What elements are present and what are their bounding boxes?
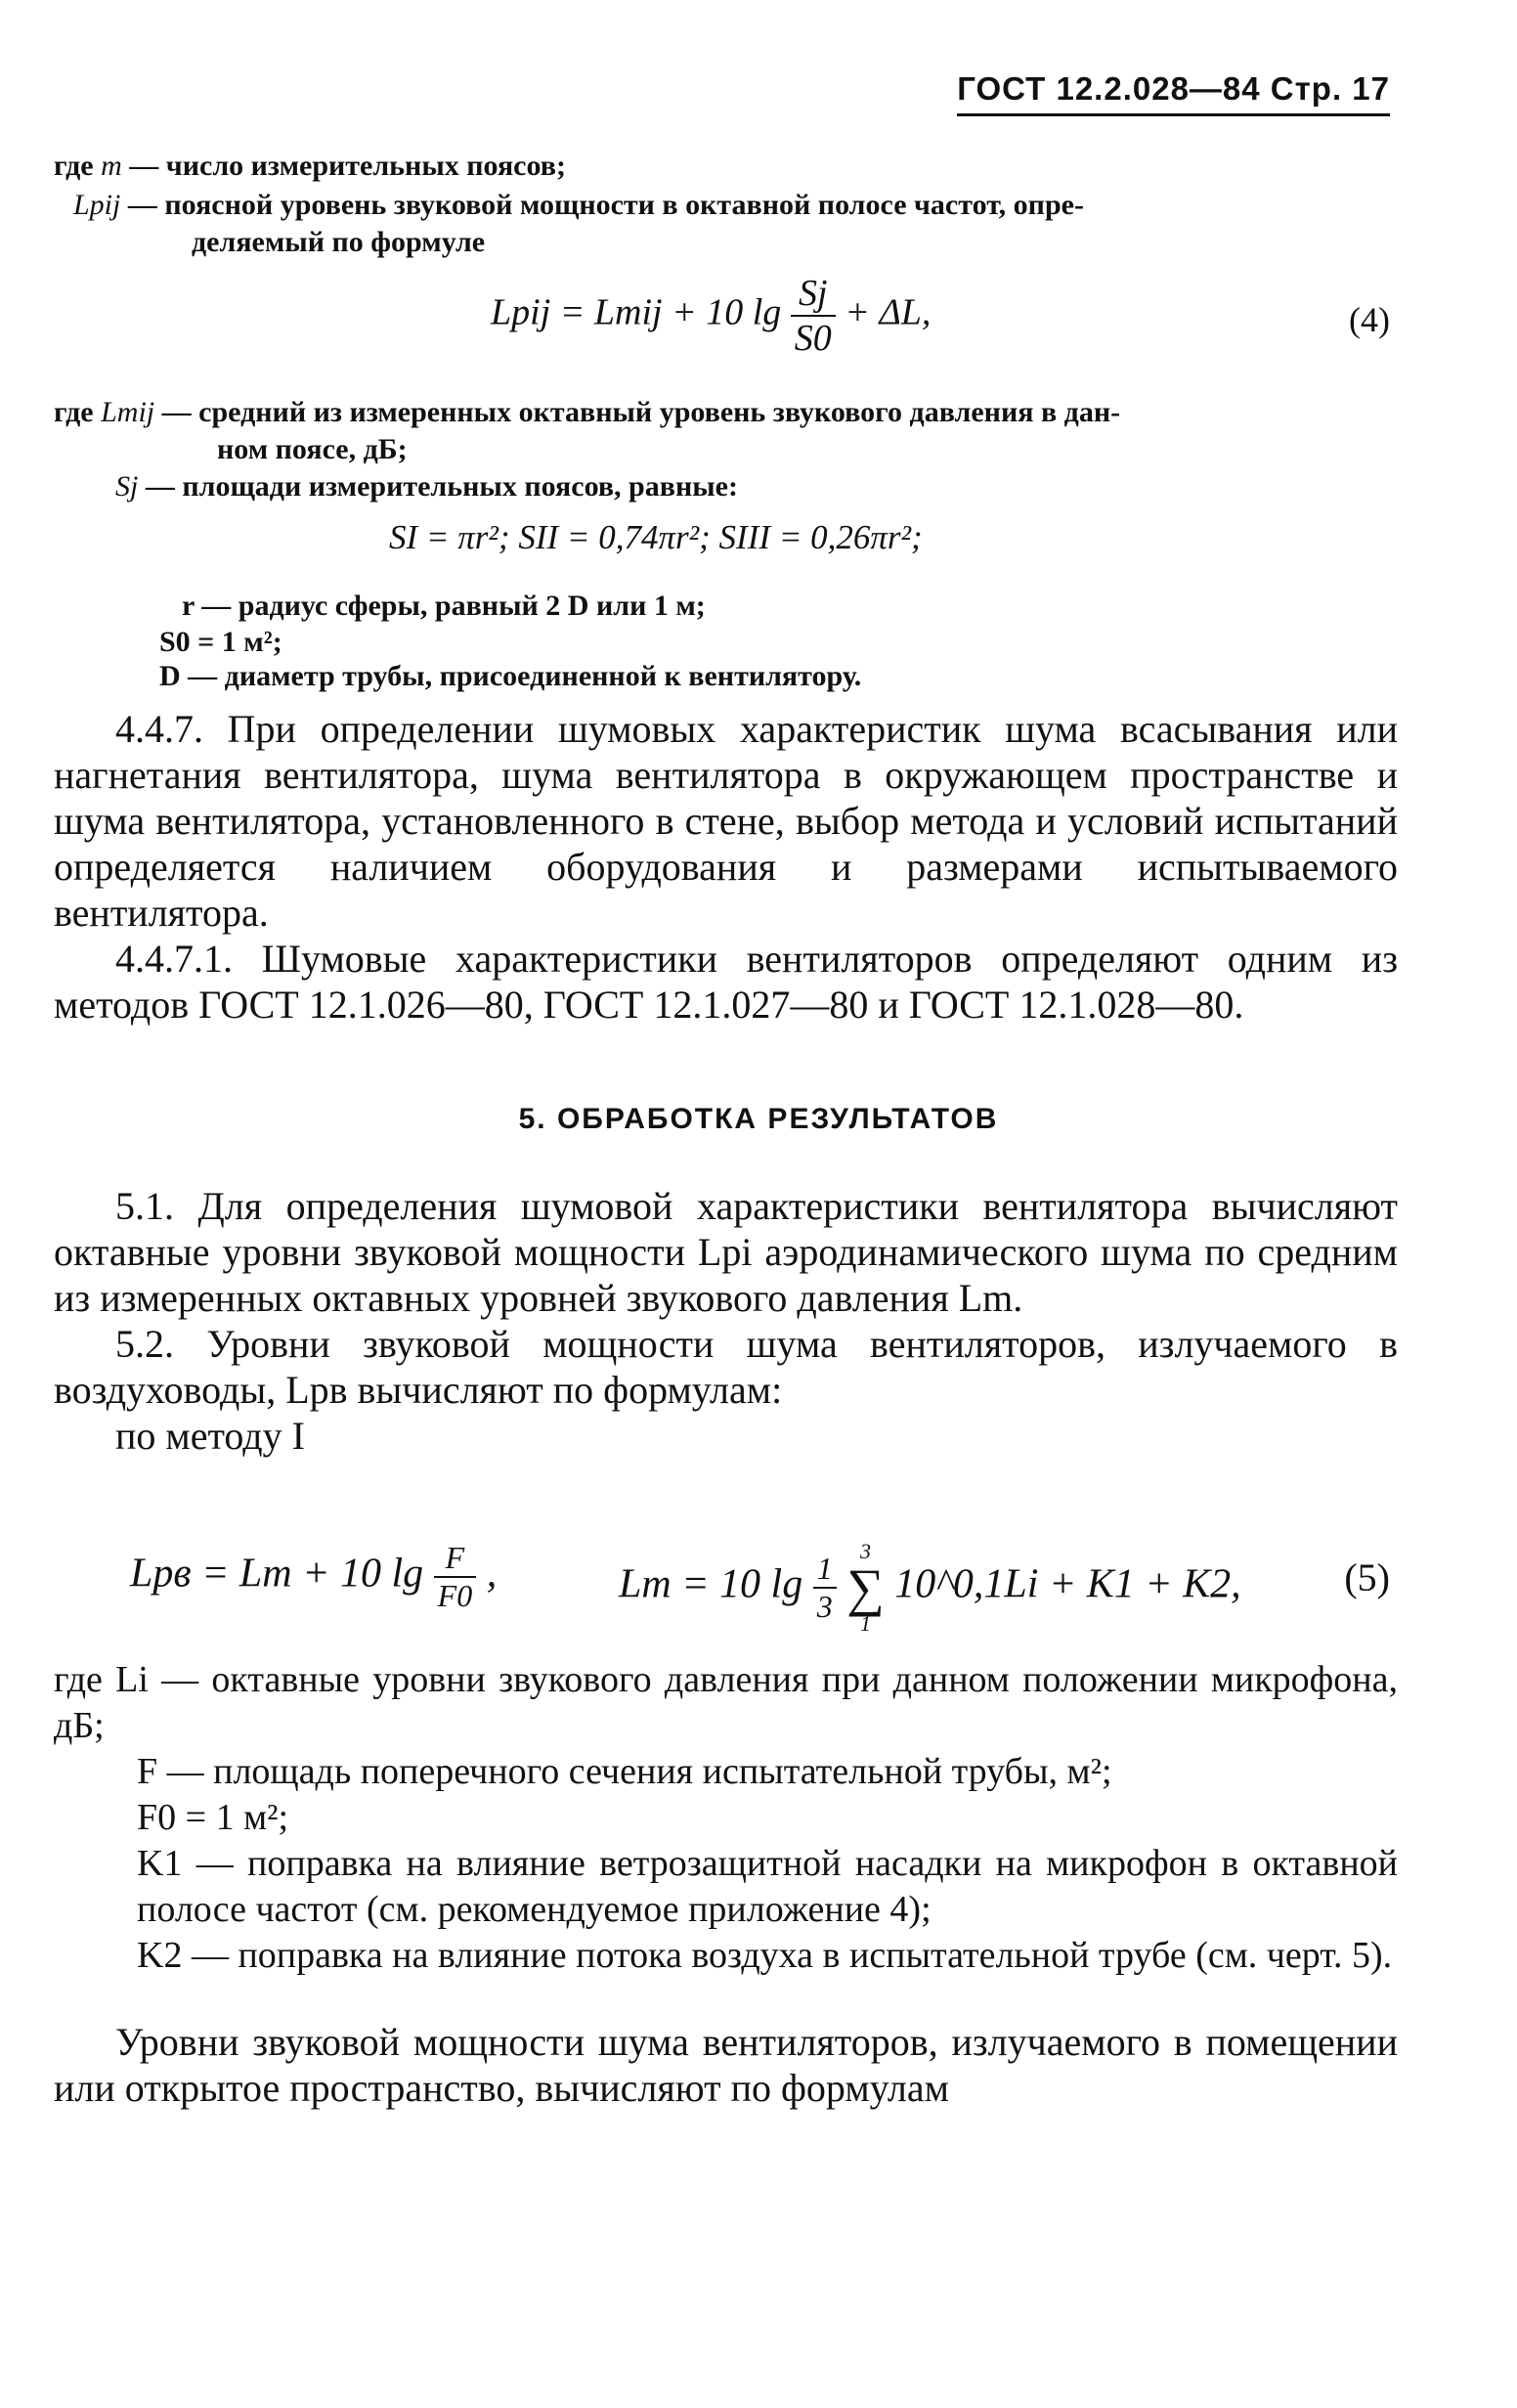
def-li: Li — октавные уровни звукового давления при данном положении микрофона, дБ; <box>54 1659 1398 1746</box>
def-sj-text: — площади измерительных поясов, равные: <box>145 470 738 503</box>
formula-5-left-lhs: Lpв = Lm + 10 lg <box>130 1551 424 1597</box>
formula-4-lhs: Lpij = Lmij + 10 lg <box>491 291 782 333</box>
symbol-lpij: Lpij <box>73 189 121 221</box>
def-m <box>54 147 566 186</box>
sigma-icon: ∑ <box>846 1558 885 1617</box>
formula-5-left-den: F0 <box>437 1578 473 1613</box>
para-5-block <box>54 1183 1398 1459</box>
formula-5-number: (5) <box>1344 1555 1390 1599</box>
para-final-block <box>54 2019 1398 2111</box>
def-sj <box>115 467 738 506</box>
para-5-2: 5.2. Уровни звуковой мощности шума вентиляторов, излучаемого в воздуховоды, Lpв вычисляют по формулам: <box>54 1322 1398 1412</box>
def-lpij-cont: деляемый по формуле <box>192 226 486 258</box>
sum-lower-limit: 1 <box>859 1611 871 1636</box>
formula-5-left-fraction <box>434 1540 477 1614</box>
formula-5-left-num: F <box>434 1540 477 1578</box>
formula-5-right-rest: 10^0,1Li + K1 + K2, <box>894 1561 1241 1607</box>
para-5-1: 5.1. Для определения шумовой характеристики вентилятора вычисляют октавные уровни звуковой мощности Lpi аэродинамического шума по средним из измеренных октавных уровней звукового давления Lm. <box>54 1184 1398 1320</box>
formula-4-fraction <box>791 272 836 360</box>
formula-5-right-num: 1 <box>813 1551 837 1589</box>
para-4-4-7: 4.4.7. При определении шумовых характеристик шума всасывания или нагнетания вентилятора, шума вентилятора в окружающем пространстве и шума вентилятора, установленного в стене, выбор метода и условий испытаний определяется наличием оборудования и размерами испытываемого вентилятора. <box>54 707 1398 935</box>
symbol-m: m <box>101 150 122 182</box>
def-lmij-cont: ном поясе, дБ; <box>217 433 408 465</box>
formula-4-num: Sj <box>791 272 836 317</box>
formula-5-left <box>130 1540 497 1614</box>
formula-4-number: (4) <box>1349 300 1390 339</box>
para-final: Уровни звуковой мощности шума вентиляторов, излучаемого в помещении или открытое пространство, вычисляют по формулам <box>54 2020 1398 2110</box>
summation <box>846 1540 885 1636</box>
symbol-sj: Sj <box>115 470 139 503</box>
def-lmij-text: — средний из измеренных октавный уровень звукового давления в дан- <box>161 396 1121 428</box>
formula-5-right-lhs: Lm = 10 lg <box>619 1561 803 1607</box>
def-f: F — площадь поперечного сечения испытательной трубы, м²; <box>137 1751 1112 1792</box>
formula-5-left-end: , <box>486 1551 498 1597</box>
def-r: r — радиус сферы, равный 2 D или 1 м; <box>182 590 706 622</box>
def-lmij <box>54 393 1120 432</box>
def-lpij-text: — поясной уровень звуковой мощности в октавной полосе частот, опре- <box>127 189 1084 221</box>
def-m-text: — число измерительных поясов; <box>129 150 566 182</box>
def-intro: где <box>54 150 94 182</box>
formula-4-rhs: + ΔL, <box>845 291 932 333</box>
para-4-4-7-block <box>54 706 1398 1028</box>
para-4-4-7-1: 4.4.7.1. Шумовые характеристики вентиляторов определяют одним из методов ГОСТ 12.1.026—80, ГОСТ 12.1.027—80 и ГОСТ 12.1.028—80. <box>54 937 1398 1027</box>
areas-formula: SI = πr²; SII = 0,74πr²; SIII = 0,26πr²; <box>389 518 923 556</box>
def-s0: S0 = 1 м²; <box>159 626 282 658</box>
symbol-lmij: Lmij <box>101 396 155 428</box>
para-5-2-method: по методу I <box>115 1414 305 1458</box>
page-header: ГОСТ 12.2.028—84 Стр. 17 <box>957 70 1390 116</box>
defs-bottom <box>54 1657 1398 1979</box>
def-lpij <box>73 186 1084 225</box>
section-heading: 5. ОБРАБОТКА РЕЗУЛЬТАТОВ <box>518 1103 999 1135</box>
def-intro-3 <box>54 1657 1398 1749</box>
def-k1: K1 — поправка на влияние ветрозащитной насадки на микрофон в октавной полосе частот (см. рекомендуемое приложение 4); <box>137 1843 1398 1930</box>
def-intro-2: где <box>54 396 94 428</box>
def-intro-word: где <box>54 1659 103 1700</box>
def-f0: F0 = 1 м²; <box>137 1797 289 1838</box>
formula-5-right <box>619 1540 1241 1636</box>
formula-5-right-den: 3 <box>816 1589 833 1624</box>
formula-4 <box>491 272 931 360</box>
sum-upper-limit: 3 <box>859 1539 871 1563</box>
formula-5-right-fraction <box>813 1551 837 1625</box>
def-k2: K2 — поправка на влияние потока воздуха в испытательной трубе (см. черт. 5). <box>137 1935 1393 1976</box>
formula-4-den: S0 <box>794 318 832 359</box>
def-d: D — диаметр трубы, присоединенной к вентилятору. <box>159 660 862 692</box>
